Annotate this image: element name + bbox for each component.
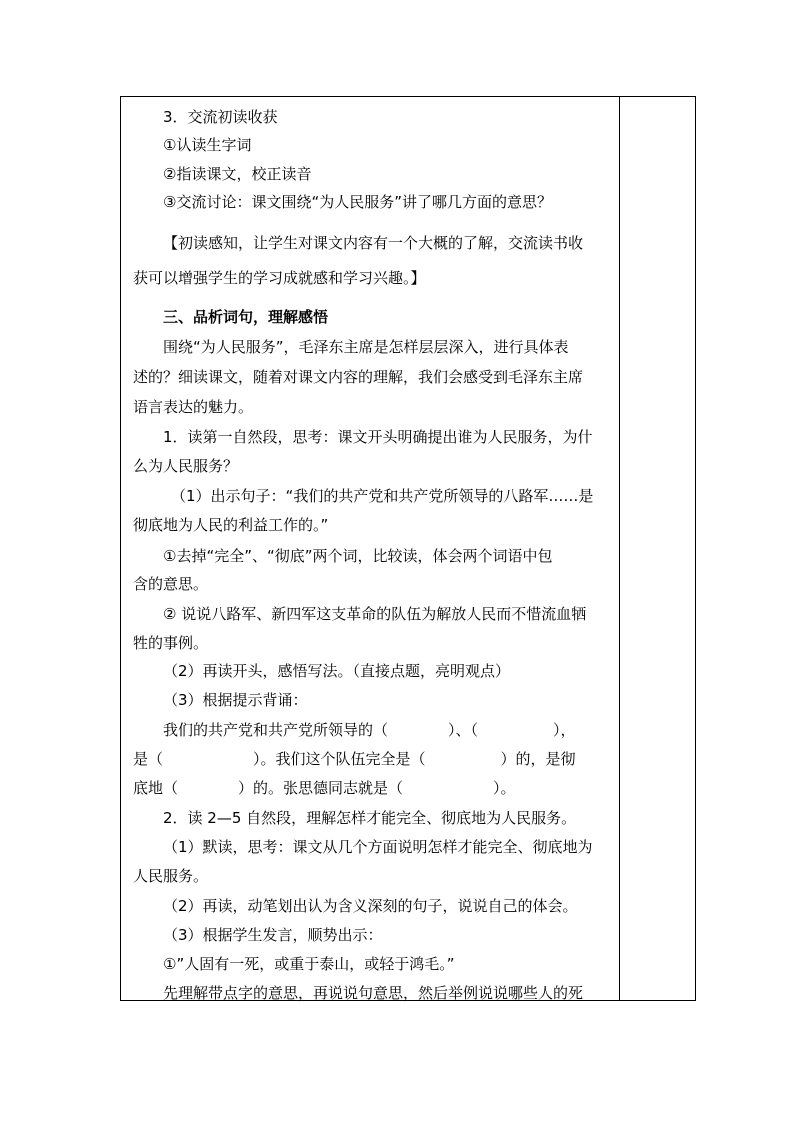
text-line: （1）出示句子：“我们的共产党和共产党所领导的八路军……是: [171, 487, 594, 505]
section-heading: 三、品析词句，理解感悟: [163, 308, 329, 326]
text-line: （2）再读，动笔划出认为含义深刻的句子，说说自己的体会。: [163, 897, 578, 915]
text-line: ①去掉“完全”、“彻底”两个词，比较读，体会两个词语中包: [163, 547, 553, 565]
text-line: 述的？细读课文，随着对课文内容的理解，我们会感受到毛泽东主席: [133, 368, 584, 386]
text-line: ②指读课文，校正读音: [163, 165, 312, 183]
text-line: 人民服务。: [133, 867, 209, 885]
text-line: 么为人民服务？: [133, 457, 239, 475]
lesson-content-cell: [121, 97, 619, 1000]
text-line: 围绕“为人民服务”，毛泽东主席是怎样层层深入，进行具体表: [163, 338, 569, 356]
lesson-plan-table: [120, 96, 696, 1001]
text-line: （2）再读开头，感悟写法。（直接点题，亮明观点）: [163, 662, 511, 680]
text-line: ② 说说八路军、新四军这支革命的队伍为解放人民而不惜流血牺: [163, 605, 587, 623]
text-line: 【初读感知，让学生对课文内容有一个大概的了解，交流读书收: [163, 234, 584, 252]
text-line: ①”人固有一死，或重于泰山，或轻于鸿毛。”: [163, 955, 455, 973]
notes-cell: [620, 97, 695, 1000]
text-line: 彻底地为人民的利益工作的。”: [133, 516, 329, 534]
text-line: 先理解带点字的意思，再说说句意思，然后举例说说哪些人的死: [163, 984, 584, 1002]
text-line: ①认读生字词: [163, 136, 252, 154]
text-line: 获可以增强学生的学习成就感和学习兴趣。】: [133, 269, 426, 287]
text-line: 是（ ）。我们这个队伍完全是（ ）的，是彻: [133, 750, 576, 768]
text-line: 含的意思。: [133, 575, 209, 593]
text-line: 牲的事例。: [133, 634, 209, 652]
text-line: 2．读 2—5 自然段，理解怎样才能完全、彻底地为人民服务。: [163, 809, 577, 827]
text-line: ③交流讨论：课文围绕“为人民服务”讲了哪几方面的意思？: [163, 193, 552, 211]
text-line: （1）默读，思考：课文从几个方面说明怎样才能完全、彻底地为: [163, 838, 593, 856]
text-line: 1．读第一自然段，思考：课文开头明确提出谁为人民服务，为什: [163, 428, 593, 446]
text-line: （3）根据学生发言，顺势出示：: [163, 926, 383, 944]
text-line: 3．交流初读收获: [163, 108, 278, 126]
text-line: （3）根据提示背诵：: [163, 691, 308, 709]
text-line: 我们的共产党和共产党所领导的（ ）、（ ），: [163, 721, 576, 739]
text-line: 语言表达的魅力。: [133, 398, 254, 416]
text-line: 底地（ ）的。张思德同志就是（ ）。: [133, 779, 516, 797]
